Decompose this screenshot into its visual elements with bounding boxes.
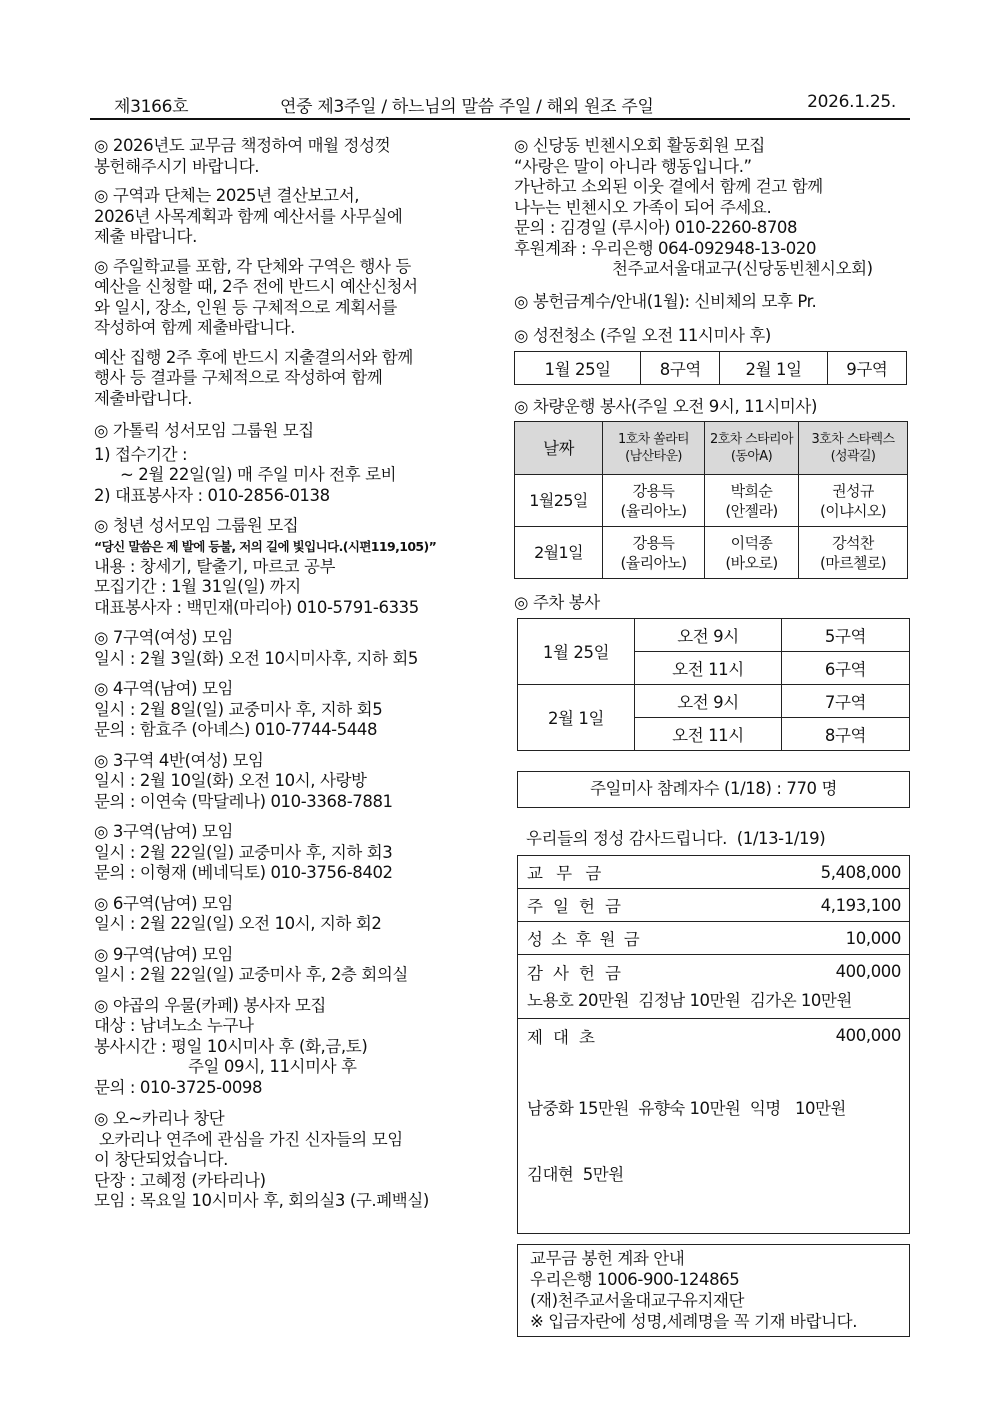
parking-time: 오전 9시 xyxy=(635,684,782,717)
baptismal-name: (마르첼로) xyxy=(819,553,887,572)
parking-district: 8구역 xyxy=(782,717,910,750)
description: 오카리나 연주에 관심을 가진 신자들의 모임 xyxy=(94,1129,403,1149)
deposit-note: ※ 입금자란에 성명,세례명을 꼭 기재 바랍니다. xyxy=(530,1312,858,1331)
section-title: ◎ 3구역(남여) 모임 xyxy=(94,822,234,841)
parking-row xyxy=(518,618,910,651)
driver-name: 강석찬 xyxy=(832,533,874,552)
notice-line: 와 일시, 장소, 인원 등 구체적으로 계획서를 xyxy=(94,297,397,317)
time-sunday: 주일 09시, 11시미사 후 xyxy=(188,1057,357,1076)
baptismal-name: (안젤라) xyxy=(725,501,778,520)
parking-time: 오전 9시 xyxy=(635,618,782,651)
cleaning-cell: 1월 25일 xyxy=(515,351,641,384)
driver-name: 강용득 xyxy=(632,533,675,552)
baptismal-name: (바오로) xyxy=(725,553,778,572)
time-weekday: 봉사시간 : 평일 10시미사 후 (화,금,토) xyxy=(94,1036,368,1056)
car-header-row xyxy=(515,422,908,475)
section-title: ◎ 신당동 빈첸시오회 활동회원 모집 xyxy=(514,136,765,155)
bible-group-recruit xyxy=(94,421,486,506)
meeting-notice xyxy=(94,751,486,813)
scripture-quote: “당신 말씀은 제 발에 등불, 저의 길에 빛입니다.(시편119,105)” xyxy=(94,538,437,554)
notice-line: 행사 등 결과를 구체적으로 작성하여 함께 xyxy=(94,368,383,387)
section-title: ◎ 성전청소 (주일 오전 11시미사 후) xyxy=(514,326,771,345)
meeting-detail: 문의 : 이연숙 (막달레나) 010-3368-7881 xyxy=(94,791,393,811)
finance-label: 성 소 후 원 금 xyxy=(527,930,642,949)
meeting-detail: 일시 : 2월 10일(화) 오전 10시, 사랑방 xyxy=(94,771,367,790)
notice-line: 예산 집행 2주 후에 반드시 지출결의서와 함께 xyxy=(94,347,413,367)
contact: 2) 대표봉사자 : 010-2856-0138 xyxy=(94,485,330,505)
section-title: ◎ 가톨릭 성서모임 그룹원 모집 xyxy=(94,421,314,440)
target: 대상 : 남녀노소 누구나 xyxy=(94,1016,254,1035)
finance-value: 400,000 xyxy=(835,962,901,981)
notice-reports xyxy=(94,186,486,248)
meeting-notice xyxy=(94,679,486,741)
car-name: 3호차 스타렉스 xyxy=(811,432,895,447)
meeting-detail: 문의 : 함효주 (아녜스) 010-7744-5448 xyxy=(94,720,378,739)
meeting-detail: 일시 : 2월 22일(일) 교중미사 후, 2층 회의실 xyxy=(94,965,408,984)
finance-label: 주 일 헌 금 xyxy=(527,897,624,916)
youth-bible-recruit xyxy=(94,516,486,618)
parking-district: 5구역 xyxy=(782,618,910,651)
driver-name: 강용득 xyxy=(632,481,675,500)
account-holder: (재)천주교서울대교구유지재단 xyxy=(530,1291,745,1310)
header-date: 날짜 xyxy=(515,422,603,475)
parking-time: 오전 11시 xyxy=(635,717,782,750)
parking-section xyxy=(514,593,910,751)
quote: “사랑은 말이 아니라 행동입니다.” xyxy=(514,156,752,176)
parking-time: 오전 11시 xyxy=(635,651,782,684)
meeting-notice xyxy=(94,628,486,669)
meeting-detail: 문의 : 이형재 (베네딕토) 010-3756-8402 xyxy=(94,863,393,882)
description: 나누는 빈첸시오 가족이 되어 주세요. xyxy=(514,197,772,217)
section-title: ◎ 주차 봉사 xyxy=(514,593,600,612)
finance-value: 10,000 xyxy=(845,928,901,948)
notice-budget-execution xyxy=(94,348,486,410)
notice-line: ◎ 2026년도 교무금 책정하여 매월 정성껏 xyxy=(94,136,391,155)
finance-label: 교 무 금 xyxy=(527,864,606,883)
parking-table xyxy=(517,618,910,751)
finance-value: 5,408,000 xyxy=(820,862,901,882)
driver-cell xyxy=(799,475,908,527)
notice-line: ◎ 구역과 단체는 2025년 결산보고서, xyxy=(94,186,360,205)
cleaning-section xyxy=(514,326,910,385)
car-route: (성곽길) xyxy=(830,449,876,464)
finance-row xyxy=(518,889,909,922)
car-name: 1호차 쏠라티 xyxy=(618,432,689,447)
meeting-notice xyxy=(94,822,486,884)
driver-cell xyxy=(705,527,799,579)
section-title: ◎ 청년 성서모임 그룹원 모집 xyxy=(94,516,299,535)
finance-row xyxy=(518,856,909,889)
contact: 대표봉사자 : 백민재(마리아) 010-5791-6335 xyxy=(94,597,419,617)
car-service-row xyxy=(515,527,908,579)
finance-row xyxy=(518,922,909,955)
notice-line: 제출바랍니다. xyxy=(94,388,193,408)
donor-line: 남중화 15만원 유향숙 10만원 익명 10만원 xyxy=(527,1099,846,1118)
baptismal-name: (율리아노) xyxy=(620,553,687,572)
issue-date: 2026.1.25. xyxy=(807,92,896,112)
section-title: ◎ 7구역(여성) 모임 xyxy=(94,628,234,647)
parking-district: 6구역 xyxy=(782,651,910,684)
finance-label: 감 사 헌 금 xyxy=(527,963,624,983)
meetings-list xyxy=(94,628,486,986)
description: 가난하고 소외된 이웃 곁에서 함께 걷고 함께 xyxy=(514,177,823,196)
offering-count-notice: ◎ 봉헌금계수/안내(1월): 신비체의 모후 Pr. xyxy=(514,291,817,311)
notice-line: 제출 바랍니다. xyxy=(94,227,197,246)
finance-label: 제 대 초 xyxy=(527,1027,598,1047)
finance-value: 400,000 xyxy=(835,1026,901,1045)
cafe-recruit xyxy=(94,996,486,1099)
right-column xyxy=(514,136,910,1337)
tithe-account-box xyxy=(517,1244,910,1337)
meeting-notice xyxy=(94,894,486,935)
driver-name: 이덕종 xyxy=(730,533,773,552)
finance-row xyxy=(518,955,909,988)
meeting-time: 모임 : 목요일 10시미사 후, 회의실3 (구.폐백실) xyxy=(94,1191,429,1210)
period: 모집기간 : 1월 31일(일) 까지 xyxy=(94,577,301,596)
donor-list xyxy=(518,1052,909,1233)
altar-candle-offering xyxy=(518,1019,909,1233)
service-date: 2월1일 xyxy=(515,527,603,579)
cleaning-cell: 8구역 xyxy=(641,351,720,384)
driver-name: 박희순 xyxy=(730,481,773,500)
account-title: 교무금 봉헌 계좌 안내 xyxy=(530,1249,685,1268)
header-car2 xyxy=(705,422,799,475)
section-title: ◎ 3구역 4반(여성) 모임 xyxy=(94,750,264,770)
driver-cell xyxy=(705,475,799,527)
car-route: (동아A) xyxy=(730,449,773,464)
service-date: 1월25일 xyxy=(515,475,603,527)
parking-district: 7구역 xyxy=(782,684,910,717)
parking-row xyxy=(518,684,910,717)
donor-line: 김대현 5만원 xyxy=(527,1165,624,1184)
notice-line: 작성하여 함께 제출바랍니다. xyxy=(94,318,296,337)
description: 이 창단되었습니다. xyxy=(94,1150,229,1169)
finance-title: 우리들의 정성 감사드립니다. (1/13-1/19) xyxy=(526,828,826,848)
notice-budget-request xyxy=(94,257,486,339)
car-service-section xyxy=(514,397,910,580)
leader: 단장 : 고혜정 (카타리나) xyxy=(94,1170,266,1190)
finance-row xyxy=(518,1019,909,1052)
contact: 문의 : 김경일 (루시아) 010-2260-8708 xyxy=(514,218,798,237)
car-service-table xyxy=(514,421,908,579)
header-car1 xyxy=(603,422,705,475)
driver-cell xyxy=(603,527,705,579)
notice-line: 예산을 신청할 때, 2주 전에 반드시 예산신청서 xyxy=(94,277,418,296)
meeting-detail: 일시 : 2월 22일(일) 교중미사 후, 지하 회3 xyxy=(94,842,393,862)
meeting-detail: 일시 : 2월 22일(일) 오전 10시, 지하 회2 xyxy=(94,914,382,933)
section-title: ◎ 9구역(남여) 모임 xyxy=(94,944,234,964)
header-car3 xyxy=(799,422,908,475)
section-title: ◎ 4구역(남여) 모임 xyxy=(94,679,234,698)
notice-line: 2026년 사목계획과 함께 예산서를 사무실에 xyxy=(94,206,403,226)
mass-attendance: 주일미사 참례자수 (1/18) : 770 명 xyxy=(517,771,910,808)
meeting-detail: 일시 : 2월 8일(일) 교중미사 후, 지하 회5 xyxy=(94,699,383,719)
vincent-recruit xyxy=(514,136,910,280)
notice-line: ◎ 주일학교를 포함, 각 단체와 구역은 행사 등 xyxy=(94,256,411,276)
ocarina-founding xyxy=(94,1109,486,1212)
section-title: ◎ 차량운행 봉사(주일 오전 9시, 11시미사) xyxy=(514,396,817,416)
left-column xyxy=(94,136,486,1221)
period-label: 1) 접수기간 : xyxy=(94,444,188,464)
account-holder: 천주교서울대교구(신당동빈첸시오회) xyxy=(612,259,873,278)
car-service-row xyxy=(515,475,908,527)
account-number: 우리은행 1006-900-124865 xyxy=(530,1270,740,1289)
cleaning-cell: 9구역 xyxy=(827,351,906,384)
section-title: ◎ 6구역(남여) 모임 xyxy=(94,893,234,913)
section-title: ◎ 야곱의 우물(카페) 봉사자 모집 xyxy=(94,995,326,1015)
contact: 문의 : 010-3725-0098 xyxy=(94,1077,263,1097)
thanks-offering xyxy=(518,955,909,1019)
cleaning-cell: 2월 1일 xyxy=(720,351,827,384)
bulletin-header xyxy=(90,90,910,120)
meeting-detail: 일시 : 2월 3일(화) 오전 10시미사후, 지하 회5 xyxy=(94,648,419,668)
liturgical-title: 연중 제3주일 / 하느님의 말씀 주일 / 해외 원조 주일 xyxy=(280,97,654,117)
driver-name: 권성규 xyxy=(832,481,874,500)
content: 내용 : 창세기, 탈출기, 마르코 공부 xyxy=(94,556,336,576)
donor-list: 노용호 20만원 김정남 10만원 김가온 10만원 xyxy=(527,991,852,1010)
cleaning-table xyxy=(514,351,907,385)
parking-date: 1월 25일 xyxy=(518,618,635,684)
meeting-notice xyxy=(94,945,486,986)
donation-account: 후원계좌 : 우리은행 064-092948-13-020 xyxy=(514,238,817,258)
baptismal-name: (이냐시오) xyxy=(819,501,887,520)
car-name: 2호차 스타리아 xyxy=(710,432,793,447)
section-title: ◎ 오~카리나 창단 xyxy=(94,1109,225,1128)
car-route: (남산타운) xyxy=(625,449,682,464)
parking-date: 2월 1일 xyxy=(518,684,635,750)
issue-number: 제3166호 xyxy=(114,97,189,117)
finance-table xyxy=(517,855,910,1234)
notice-line: 봉헌해주시기 바랍니다. xyxy=(94,156,260,176)
period-value: ~ 2월 22일(일) 매 주일 미사 전후 로비 xyxy=(120,465,397,484)
finance-value: 4,193,100 xyxy=(820,895,901,915)
baptismal-name: (율리아노) xyxy=(620,501,687,520)
notice-tithe xyxy=(94,136,486,177)
driver-cell xyxy=(799,527,908,579)
driver-cell xyxy=(603,475,705,527)
